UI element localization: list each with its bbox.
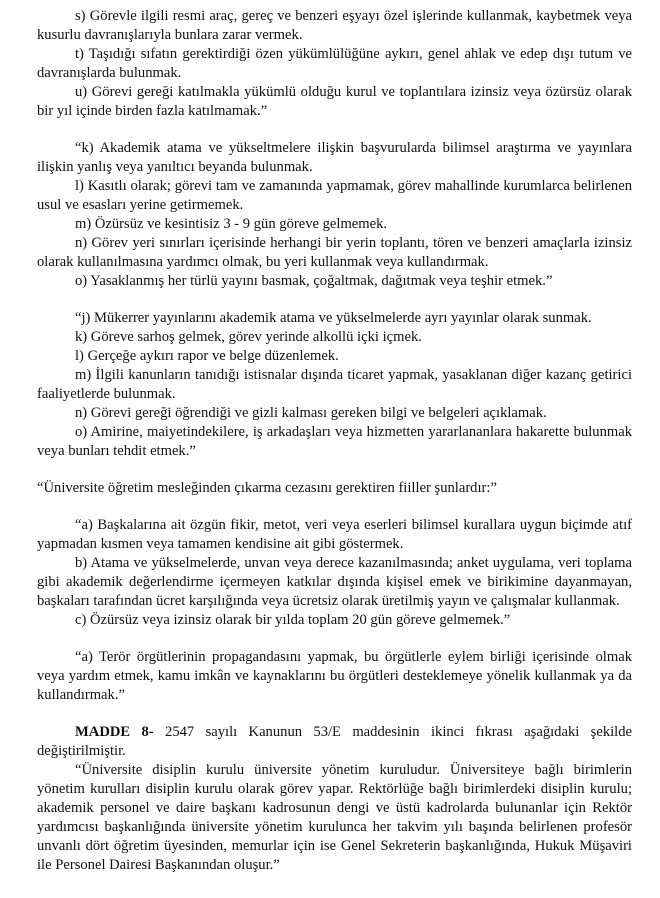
- spacer: [37, 461, 632, 479]
- disciplinary-board-paragraph: “Üniversite disiplin kurulu üniversite yönetim kuruludur. Üniversiteye bağlı birimlerin yönetim kurulları disiplin kurulu olarak görev yapar. Rektörlüğe bağlı birimlerdeki disiplin kurulu; akademik personel ve daire başkanı kadrosunun dengi ve üstü kadrolarda bulunanlar için Rektör yardımcısı başkanlığında üniversite yönetim kurulunca her takvim yılı başında belirlenen profesör unvanlı dört öğretim üyesinden, memurlar için ise Genel Sekreterin başkanlığında, Hukuk Müşaviri ile Personel Dairesi Başkanından oluşur.”: [37, 762, 632, 873]
- paragraph-o-insult: o) Amirine, maiyetindekilere, iş arkadaşları veya hizmetten yararlananlara hakarette bulunmak veya bunları tehdit etmek.”: [37, 424, 632, 459]
- document-page: [37, 7, 632, 875]
- dismissal-heading: “Üniversite öğretim mesleğinden çıkarma cezasını gerektiren fiiller şunlardır:”: [37, 480, 497, 496]
- paragraph-l-report: l) Gerçeğe aykırı rapor ve belge düzenlemek.: [75, 348, 339, 364]
- paragraph-k-academic: “k) Akademik atama ve yükseltmelere ilişkin başvurularda bilimsel araştırma ve yayınlara ilişkin yanlış veya yanıltıcı beyanda bulunmak.: [37, 140, 632, 175]
- article-text: 2547 sayılı Kanunun 53/E maddesinin ikinci fıkrası aşağıdaki şekilde değiştirilmiştir.: [37, 724, 633, 759]
- spacer: [37, 121, 632, 139]
- paragraph-a-terror: “a) Terör örgütlerinin propagandasını yapmak, bu örgütlerle eylem birliği içerisinde olmak veya yardım etmek, kamu imkân ve kaynaklarını bu örgütleri desteklemeye yönelik kullanmak ya da kullandırmak.”: [37, 649, 632, 703]
- paragraph-n: n) Görev yeri sınırları içerisinde herhangi bir yerin toplantı, tören ve benzeri amaçlarla izinsiz olarak kullanılmasına yardımcı olmak, bu yeri kullanmak veya kullandırmak.: [37, 235, 632, 270]
- paragraph-j: “j) Mükerrer yayınlarını akademik atama ve yükselmelerde ayrı yayınlar olarak sunmak.: [75, 310, 592, 326]
- spacer: [37, 630, 632, 648]
- paragraph-u: u) Görevi gereği katılmakla yükümlü olduğu kurul ve toplantılara izinsiz veya özürsüz olarak bir yıl içinde birden fazla katılmamak.”: [37, 84, 632, 119]
- paragraph-o: o) Yasaklanmış her türlü yayını basmak, çoğaltmak, dağıtmak veya teşhir etmek.”: [75, 273, 553, 289]
- spacer: [37, 705, 632, 723]
- paragraph-k-alcohol: k) Göreve sarhoş gelmek, görev yerinde alkollü içki içmek.: [75, 329, 422, 345]
- paragraph-b-appointment: b) Atama ve yükselmelerde, unvan veya derece kazanılmasında; anket uygulama, veri toplama gibi akademik değerlendirme içermeyen katkılar dışında kişisel emek ve birikimine dayanmayan, başkaları tarafından ücret karşılığında veya ücretsiz olarak üretilmiş yayın ve çalışmalar kullanmak.: [37, 555, 632, 609]
- paragraph-a-plagiarism: “a) Başkalarına ait özgün fikir, metot, veri veya eserleri bilimsel kurallara uygun biçimde atıf yapmadan kısmen veya tamamen kendisine ait gibi göstermek.: [37, 517, 632, 552]
- spacer: [37, 498, 632, 516]
- article-number: MADDE 8-: [75, 724, 154, 740]
- paragraph-m-trade: m) İlgili kanunların tanıdığı istisnalar dışında ticaret yapmak, yasaklanan diğer kazanç getirici faaliyetlerde bulunmak.: [37, 367, 632, 402]
- paragraph-l: l) Kasıtlı olarak; görevi tam ve zamanında yapmamak, görev mahallinde kurumlarca belirlenen usul ve esasları yerine getirmemek.: [37, 178, 632, 213]
- paragraph-s: s) Görevle ilgili resmi araç, gereç ve benzeri eşyayı özel işlerinde kullanmak, kaybetmek veya kusurlu davranışlarıyla bunlara zarar vermek.: [37, 8, 632, 43]
- paragraph-c-absence: c) Özürsüz veya izinsiz olarak bir yılda toplam 20 gün göreve gelmemek.”: [75, 612, 511, 628]
- spacer: [37, 291, 632, 309]
- paragraph-t: t) Taşıdığı sıfatın gerektirdiği özen yükümlülüğüne aykırı, genel ahlak ve edep dışı tutum ve davranışlarda bulunmak.: [37, 46, 632, 81]
- paragraph-n-secrets: n) Görevi gereği öğrendiği ve gizli kalması gereken bilgi ve belgeleri açıklamak.: [75, 405, 547, 421]
- paragraph-m: m) Özürsüz ve kesintisiz 3 - 9 gün göreve gelmemek.: [75, 216, 388, 232]
- article-8-paragraph: [37, 723, 632, 761]
